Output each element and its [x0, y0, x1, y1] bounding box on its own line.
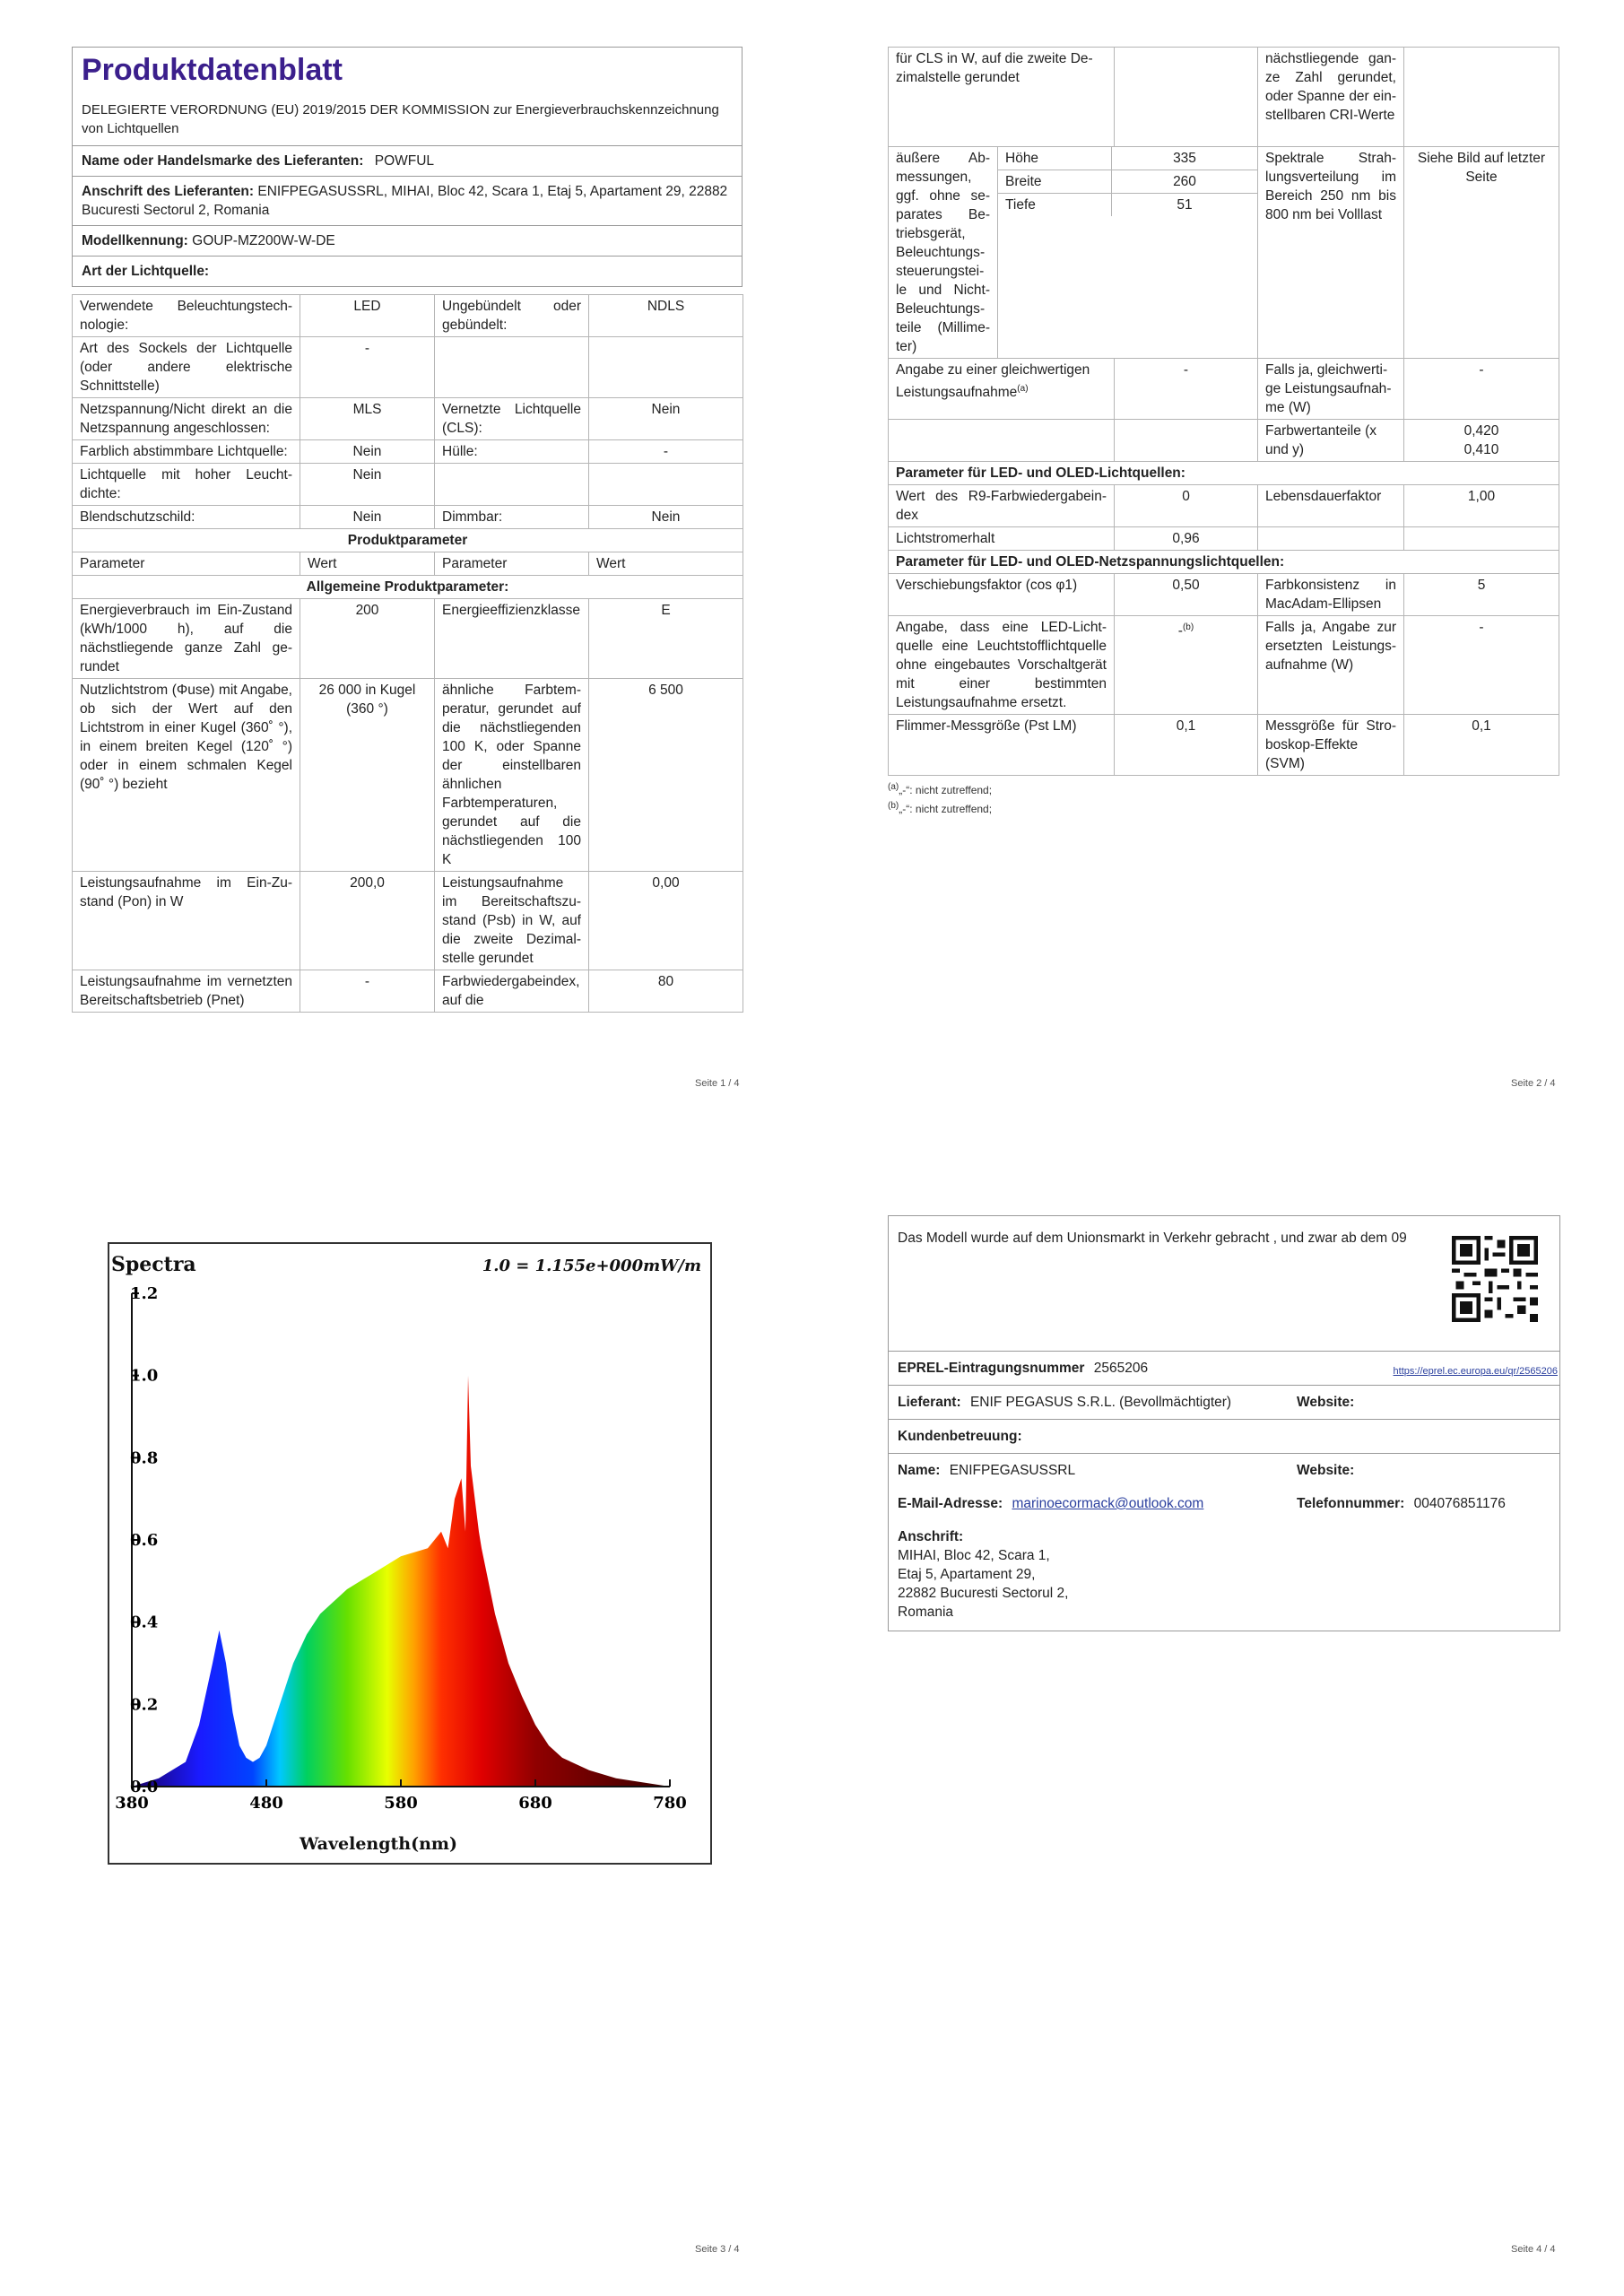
section-net: Parameter für LED- und OLED-Netzspannungslichtquellen: — [889, 551, 1559, 574]
equiv-label: Angabe zu einer gleichwertigen Leistungsaufnahme — [896, 362, 1090, 401]
equiv-row — [889, 359, 1559, 420]
param-value: - — [300, 337, 435, 398]
spectral-value: Siehe Bild auf letzter Seite — [1404, 147, 1559, 359]
param-value: - — [300, 970, 435, 1013]
page-number-1: Seite 1 / 4 — [695, 1078, 740, 1089]
param-value: MLS — [300, 398, 435, 440]
param-value-2: E — [589, 599, 743, 679]
light-source-table — [72, 294, 743, 1013]
param-row — [73, 440, 743, 464]
supplier-address-label: Anschrift des Lieferanten: — [82, 184, 255, 199]
contact-name-row — [889, 1454, 1559, 1487]
param-value-2: Nein — [589, 506, 743, 529]
param-row — [73, 337, 743, 398]
param-value-2: Nein — [589, 398, 743, 440]
document-subtitle: DELEGIERTE VERORDNUNG (EU) 2019/2015 DER KOMMISSION zur Energieverbrauchskennzeichnung von Lichtquellen — [82, 102, 719, 136]
param-row — [889, 485, 1559, 527]
p4-website-label: Website: — [1297, 1395, 1355, 1410]
address-line-4: Romania — [898, 1605, 954, 1620]
contact-phone-value: 004076851176 — [1413, 1496, 1506, 1511]
param-label: Farblich abstimmbare Lichtquelle: — [73, 440, 300, 464]
market-text: Das Modell wurde auf dem Unionsmarkt in Verkehr gebracht , und zwar ab dem 09 — [898, 1231, 1407, 1246]
dim-height-value: 335 — [1112, 147, 1258, 170]
chromaticity-x: 0,420 — [1463, 423, 1499, 439]
param-label-2 — [1258, 527, 1404, 551]
address-line-1: MIHAI, Bloc 42, Scara 1, — [898, 1548, 1050, 1563]
x-tick-label: 780 — [653, 1794, 687, 1813]
equiv-power-label: Falls ja, gleichwertige Leistungsaufnahme (W) — [1258, 359, 1404, 420]
param-label-2: Ungebündelt oder gebündelt: — [435, 295, 589, 337]
x-tick-label: 580 — [384, 1794, 418, 1813]
param-label-2: Dimmbar: — [435, 506, 589, 529]
footnotes — [888, 779, 1559, 817]
param-value-2: 0,1 — [1404, 715, 1559, 776]
supplier-name-value: POWFUL — [374, 153, 435, 169]
param-label-2: Vernetzte Lichtquelle (CLS): — [435, 398, 589, 440]
cls-row — [889, 48, 1559, 147]
market-section — [889, 1216, 1559, 1352]
y-tick-label: 0.2 — [130, 1695, 159, 1715]
model-label: Modellkennung: — [82, 233, 188, 248]
customer-service-label: Kundenbetreuung: — [889, 1420, 1559, 1454]
section-produktparameter: Produktparameter — [73, 529, 743, 552]
y-tick-label: 0.8 — [130, 1448, 159, 1468]
section-led: Parameter für LED- und OLED-Lichtquellen: — [889, 462, 1559, 485]
chromaticity-label: Farbwertanteile (x und y) — [1258, 420, 1404, 462]
param-label-2: ähnliche Farbtemperatur, gerundet auf die nächstliegenden 100 K, oder Spanne der einstellbaren ähnlichen Farbtemperaturen, gerundet auf die nächstliegenden 100 K — [435, 679, 589, 872]
address-line-3: 22882 Bucuresti Sectorul 2, — [898, 1586, 1069, 1601]
header-box — [72, 47, 743, 287]
param-value-2: 5 — [1404, 574, 1559, 616]
param-footnote-mark: (b) — [1182, 622, 1194, 632]
param-label: Blendschutzschild: — [73, 506, 300, 529]
document-title: Produktdatenblatt — [82, 53, 343, 87]
param-row — [73, 679, 743, 872]
y-tick-label: 0.4 — [130, 1613, 159, 1632]
param-label: Art des Sockels der Lichtquelle (oder andere elektrische Schnittstelle) — [73, 337, 300, 398]
chromaticity-row — [889, 420, 1559, 462]
contact-name-value: ENIFPEGASUSSRL — [949, 1463, 1076, 1478]
param-row — [73, 464, 743, 506]
x-tick-label: 380 — [115, 1794, 149, 1813]
dim-width-value: 260 — [1112, 170, 1258, 194]
spectrum-chart — [108, 1242, 712, 1865]
x-tick-label: 680 — [518, 1794, 552, 1813]
footnote-b-mark: (b) — [888, 801, 899, 811]
chart-xlabel: Wavelength(nm) — [299, 1834, 458, 1854]
param-value-2: 80 — [589, 970, 743, 1013]
chart-title: Spectra — [111, 1253, 196, 1276]
param-row — [889, 616, 1559, 715]
param-label-2: Lebensdauerfaktor — [1258, 485, 1404, 527]
footnote-a-mark: (a) — [888, 782, 899, 792]
param-value — [1115, 616, 1258, 715]
spectral-label: Spektrale Strahlungsverteilung im Bereich 250 nm bis 800 nm bei Volllast — [1258, 147, 1404, 359]
dim-depth-value: 51 — [1177, 197, 1193, 213]
supplier-address-row — [73, 177, 742, 226]
param-row — [889, 574, 1559, 616]
param-value: 0 — [1115, 485, 1258, 527]
param-label-2 — [435, 337, 589, 398]
contact-email-row — [889, 1487, 1559, 1520]
param-row — [73, 872, 743, 970]
cri-label: nächstliegende ganze Zahl gerundet, oder Spanne der einstellbaren CRI-Werte — [1258, 48, 1404, 147]
contact-name-label: Name: — [898, 1463, 941, 1478]
spectrum-svg — [109, 1244, 710, 1863]
dimensions-values — [998, 147, 1258, 359]
contact-phone-label: Telefonnummer: — [1297, 1496, 1405, 1511]
param-label: Wert des R9-Farbwiedergabeindex — [889, 485, 1115, 527]
param-value: Nein — [300, 464, 435, 506]
supplier-name-row — [73, 146, 742, 177]
spectrum-area — [132, 1376, 670, 1787]
address-line-2: Etaj 5, Apartament 29, — [898, 1567, 1036, 1582]
eprel-label: EPREL-Eintragungsnummer — [898, 1361, 1085, 1376]
contact-email-link[interactable]: marinoecormack@outlook.com — [1012, 1496, 1204, 1511]
contact-website-label: Website: — [1297, 1463, 1355, 1478]
param-value-2 — [1404, 527, 1559, 551]
param-label: Nutzlichtstrom (Φuse) mit Angabe, ob sich der Wert auf den Lichtstrom in einer Kugel (360˚ °), in einem breiten Kegel (120˚ °) oder in einem schmalen Kegel (90˚ °) bezieht — [73, 679, 300, 872]
param-label: Energieverbrauch im Ein-Zustand (kWh/1000 h), auf die nächstliegende ganze Zahl gerundet — [73, 599, 300, 679]
contact-address — [889, 1520, 1559, 1631]
param-value-2: 1,00 — [1404, 485, 1559, 527]
param-row — [73, 506, 743, 529]
header-wert: Wert — [300, 552, 435, 576]
qr-code-icon[interactable] — [1452, 1236, 1538, 1322]
param-value-text: - — [1177, 623, 1183, 639]
param-label: Lichtstromerhalt — [889, 527, 1115, 551]
model-value: GOUP-MZ200W-W-DE — [192, 233, 335, 248]
param-value: 200 — [300, 599, 435, 679]
footnote-a — [888, 779, 1559, 798]
param-value: 26 000 in Kugel (360 °) — [300, 679, 435, 872]
header-parameter-2: Parameter — [435, 552, 589, 576]
param-label-2: Farbwiedergabeindex, auf die — [435, 970, 589, 1013]
param-label: Verwendete Beleuchtungstechnologie: — [73, 295, 300, 337]
y-tick-label: 0.6 — [130, 1531, 159, 1550]
equiv-value: - — [1115, 359, 1258, 420]
param-label: Leistungsaufnahme im vernetzten Bereitschaftsbetrieb (Pnet) — [73, 970, 300, 1013]
param-value-2 — [589, 464, 743, 506]
dim-width-label: Breite — [998, 170, 1112, 194]
p4-supplier-value: ENIF PEGASUS S.R.L. (Bevollmächtigter) — [969, 1395, 1232, 1410]
cri-value-empty — [1404, 48, 1559, 147]
supplier-row — [889, 1386, 1559, 1420]
p4-supplier-label: Lieferant: — [898, 1395, 961, 1410]
page-1 — [72, 47, 743, 1089]
dim-height-label: Höhe — [998, 147, 1112, 170]
supplier-name-label: Name oder Handelsmarke des Lieferanten: — [82, 153, 364, 169]
param-label-2: Leistungsaufnahme im Bereitschaftszustand (Psb) in W, auf die zweite Dezimalstelle gerundet — [435, 872, 589, 970]
param-value: 200,0 — [300, 872, 435, 970]
param-row — [889, 527, 1559, 551]
chromaticity-values — [1404, 420, 1559, 462]
page-number-2: Seite 2 / 4 — [1511, 1078, 1556, 1089]
eprel-row — [889, 1352, 1559, 1386]
y-tick-label: 1.2 — [130, 1284, 159, 1303]
page-number-3: Seite 3 / 4 — [695, 2244, 740, 2255]
param-value: 0,96 — [1115, 527, 1258, 551]
param-label: Verschiebungsfaktor (cos φ1) — [889, 574, 1115, 616]
page-number-4: Seite 4 / 4 — [1511, 2244, 1556, 2255]
param-label: Angabe, dass eine LED-Lichtquelle eine Leuchtstofflichtquelle ohne eingebautes Vorschaltgerät mit einer bestimmten Leistungsaufnahme ersetzt. — [889, 616, 1115, 715]
dimensions-row — [889, 147, 1559, 359]
param-label: Netzspannung/Nicht direkt an die Netzspannung angeschlossen: — [73, 398, 300, 440]
contact-email-label: E-Mail-Adresse: — [898, 1496, 1003, 1511]
header-wert-2: Wert — [589, 552, 743, 576]
param-row — [73, 295, 743, 337]
contact-phone — [1297, 1494, 1506, 1513]
section-allgemeine: Allgemeine Produktparameter: — [73, 576, 743, 599]
param-label-2: Energieeffizienzklasse — [435, 599, 589, 679]
dimensions-label: äußere Abmessungen, ggf. ohne separates Betriebsgerät, Beleuchtungssteuerungsteile und Nicht-Beleuchtungsteile (Millimeter) — [889, 147, 998, 359]
footnote-b-text: „-“: nicht zutreffend; — [899, 803, 993, 815]
param-label: Flimmer-Messgröße (Pst LM) — [889, 715, 1115, 776]
parameters-table-continued — [888, 47, 1559, 776]
dim-depth-label: Tiefe — [998, 194, 1112, 217]
param-row — [73, 970, 743, 1013]
page-2 — [888, 47, 1559, 1089]
param-label-2: Messgröße für Stroboskop-Effekte (SVM) — [1258, 715, 1404, 776]
param-value-2: - — [589, 440, 743, 464]
param-row — [889, 715, 1559, 776]
light-source-kind-label: Art der Lichtquelle: — [82, 264, 210, 279]
chromaticity-y: 0,410 — [1463, 442, 1499, 457]
param-label-2: Hülle: — [435, 440, 589, 464]
param-value: 0,1 — [1115, 715, 1258, 776]
param-label-2 — [435, 464, 589, 506]
param-header-row — [73, 552, 743, 576]
header-parameter: Parameter — [73, 552, 300, 576]
cls-label: für CLS in W, auf die zweite Dezimalstelle gerundet — [889, 48, 1115, 147]
y-tick-label: 1.0 — [130, 1366, 159, 1386]
param-value-2: 6 500 — [589, 679, 743, 872]
equiv-power-value: - — [1404, 359, 1559, 420]
param-value: Nein — [300, 506, 435, 529]
x-tick-label: 480 — [249, 1794, 283, 1813]
cls-value — [1115, 48, 1258, 147]
chart-annotation: 1.0 = 1.155e+000mW/m — [482, 1257, 701, 1275]
param-value: Nein — [300, 440, 435, 464]
eprel-value: 2565206 — [1093, 1361, 1149, 1376]
equiv-footnote-mark: (a) — [1017, 384, 1029, 394]
y-tick-label: 0.0 — [130, 1778, 159, 1796]
param-value: LED — [300, 295, 435, 337]
param-label-2: Falls ja, Angabe zur ersetzten Leistungsaufnahme (W) — [1258, 616, 1404, 715]
param-label: Lichtquelle mit hoher Leuchtdichte: — [73, 464, 300, 506]
param-label-2: Farbkonsistenz in MacAdam-Ellipsen — [1258, 574, 1404, 616]
page-4-info-box — [888, 1215, 1560, 1631]
footnote-a-text: „-“: nicht zutreffend; — [899, 784, 993, 796]
footnote-b — [888, 798, 1559, 817]
supplier-address-value: ENIFPEGASUSSRL, MIHAI, Bloc 42, Scara 1, Etaj 5, Apartament 29, 22882 Bucuresti Sectorul 2, Romania — [82, 184, 728, 218]
eprel-link[interactable]: https://eprel.ec.europa.eu/qr/2565206 — [1393, 1366, 1558, 1377]
param-value-2: NDLS — [589, 295, 743, 337]
param-value-2: - — [1404, 616, 1559, 715]
param-row — [73, 398, 743, 440]
contact-address-label: Anschrift: — [898, 1529, 964, 1544]
param-label: Leistungsaufnahme im Ein-Zustand (Pon) in W — [73, 872, 300, 970]
param-row — [73, 599, 743, 679]
param-value-2 — [589, 337, 743, 398]
param-value: 0,50 — [1115, 574, 1258, 616]
param-value-2: 0,00 — [589, 872, 743, 970]
model-row — [73, 226, 742, 257]
